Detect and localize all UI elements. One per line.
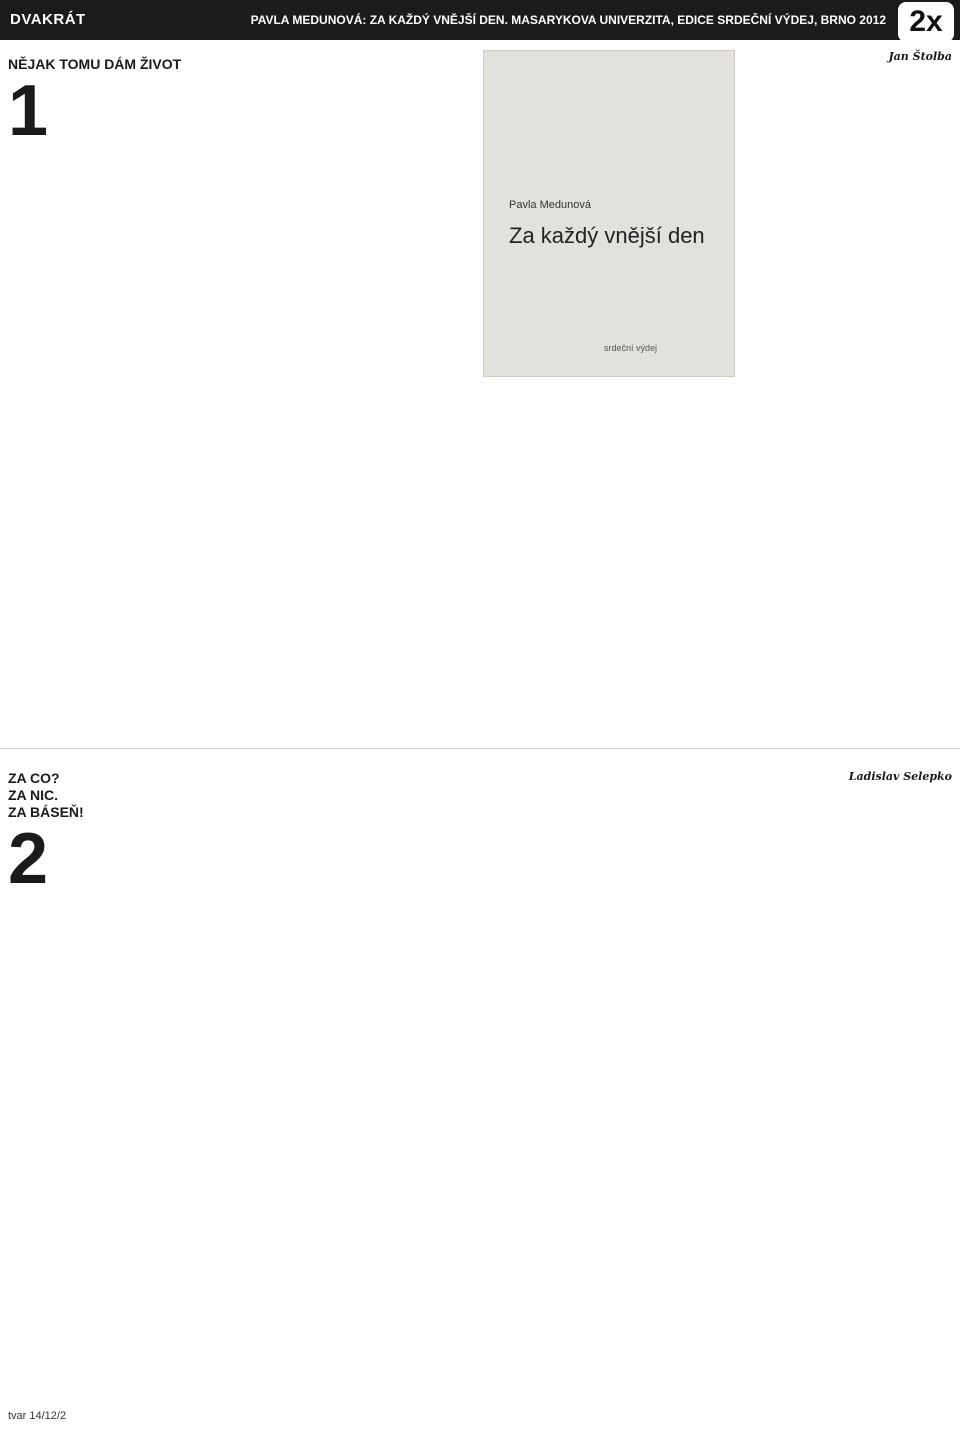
- section2-column-4: [734, 768, 952, 1408]
- header-bar: [0, 0, 960, 40]
- header-left: DVAKRÁT: [10, 11, 86, 28]
- header-right: PAVLA MEDUNOVÁ: ZA KAŽDÝ VNĚJŠÍ DEN. MASARYKOVA UNIVERZITA, EDICE SRDEČNÍ VÝDEJ, BRNO 2012: [250, 13, 886, 27]
- section1-number: 1: [8, 80, 49, 151]
- section1-title: NĚJAK TOMU DÁM ŽIVOT: [8, 56, 182, 72]
- section2-title: ZA CO? ZA NIC. ZA BÁSEŇ!: [8, 770, 84, 820]
- book-cover: [483, 50, 735, 377]
- section2-number: 2: [8, 828, 49, 899]
- book-publisher: srdeční výdej: [604, 343, 658, 353]
- book-author: Pavla Medunová: [509, 199, 591, 211]
- section2-column-1: [8, 828, 230, 1403]
- section-divider: [0, 748, 960, 749]
- page-footer: tvar 14/12/2: [8, 1410, 67, 1422]
- logo-icon: 2x: [898, 2, 954, 42]
- section1-author: Jan Štolba: [888, 50, 952, 63]
- section1-column-1: [8, 80, 230, 730]
- section2-author: Ladislav Selepko: [848, 770, 952, 783]
- section1-column-4: [734, 48, 952, 728]
- book-title: Za každý vnější den: [509, 223, 705, 248]
